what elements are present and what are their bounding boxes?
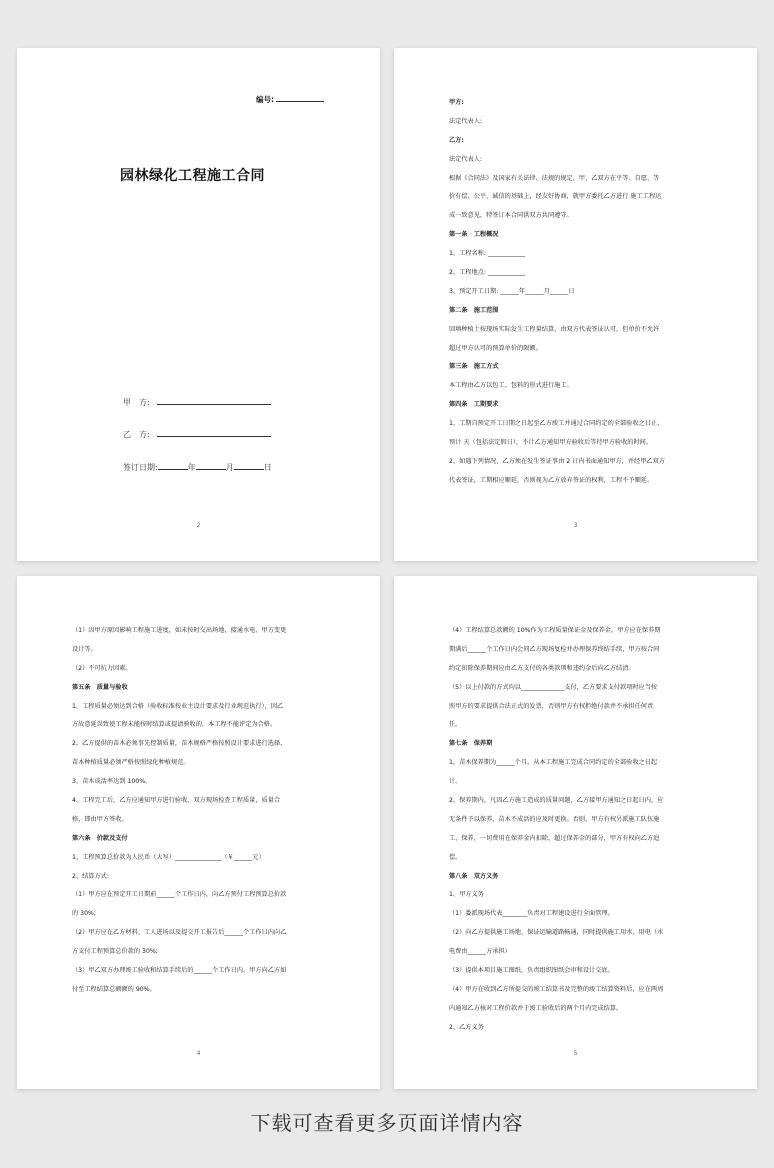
contract-page-5 bbox=[394, 576, 757, 1089]
text-line: 法定代表人: bbox=[449, 117, 483, 125]
section-heading: 乙方: bbox=[449, 136, 464, 144]
contract-title: 园林绿化工程施工合同 bbox=[120, 168, 265, 184]
text-line: 代表签证，工期相应顺延，否则视为乙方放弃签证的权利，工程不予顺延。 bbox=[449, 476, 654, 484]
sign-month-unit: 月 bbox=[225, 463, 234, 472]
section-heading: 第一条 工程概况 bbox=[449, 231, 499, 239]
text-line: 格，即由甲方签收。 bbox=[72, 815, 128, 823]
party-a-blank bbox=[157, 396, 271, 405]
text-line: 期满后______个工作日内会同乙方现场复检并办理保养终结手续，甲方按合同 bbox=[449, 645, 660, 653]
text-line: 成一致意见，特签订本合同供双方共同遵守。 bbox=[449, 212, 573, 220]
cover-page bbox=[17, 48, 380, 561]
download-more-prompt[interactable]: 下载可查看更多页面详情内容 bbox=[250, 1111, 524, 1135]
text-line: 任。 bbox=[449, 721, 462, 729]
section-heading: 第七条 保养期 bbox=[449, 740, 493, 748]
party-b-label: 乙 方: bbox=[123, 430, 150, 439]
section-heading: 第四条 工期要求 bbox=[449, 401, 499, 409]
text-line: 根据《合同法》及国家有关法律、法规的规定，甲、乙双方在平等、自愿、等 bbox=[449, 174, 660, 182]
text-line: （2）向乙方提供施工场地、保证运输道路畅通，同时提供施工用水、用电（水 bbox=[449, 929, 664, 937]
text-line: （1）甲方应在预定开工日期前______个工作日内，向乙方预付工程预算总价款 bbox=[72, 891, 287, 899]
text-line: 3、预定开工日期: ______年______月______日 bbox=[449, 287, 575, 295]
text-line: 2、保养期内，凡因乙方施工造成的质量问题，乙方接甲方通知之日起日内，应 bbox=[449, 797, 664, 805]
text-line: （1）委派现场代表________负责对工程建设进行全面管理。 bbox=[449, 910, 614, 918]
text-line: 照甲方的要求提供合法正式的发票，否则甲方有权拒绝付款并不承担任何责 bbox=[449, 702, 654, 710]
text-line: 超过甲方认可的预算单价的限额。 bbox=[449, 344, 542, 352]
text-line: 2、工程地点: ____________ bbox=[449, 269, 526, 277]
page-number: 2 bbox=[196, 522, 201, 529]
text-line: 内通知乙方核对工程价款并于竣工验收后的两个月内完成结算。 bbox=[449, 1004, 623, 1012]
text-line: 4、工程完工后，乙方应通知甲方进行验收，双方现场检查工程质量，质量合 bbox=[72, 797, 281, 805]
text-line: （5）以上付款的方式均以______________支付，乙方要求支付款项时应当按 bbox=[449, 683, 658, 691]
section-heading: 第八条 双方义务 bbox=[449, 872, 499, 880]
section-heading: 第二条 施工范围 bbox=[449, 306, 499, 314]
text-line: 2、如遇下列情况，乙方须在发生签证事由 2 日内书面通知甲方，并经甲乙双方 bbox=[449, 457, 665, 465]
page-3-content bbox=[449, 98, 705, 495]
party-b-blank bbox=[157, 428, 271, 437]
sign-date-label: 签订日期: bbox=[123, 463, 158, 472]
sign-year-unit: 年 bbox=[187, 463, 196, 472]
sign-day-unit: 日 bbox=[263, 463, 272, 472]
text-line: 付至工程结算总额额的 90%。 bbox=[72, 985, 156, 993]
sign-date-row bbox=[123, 461, 272, 473]
text-line: 回填种植土按现场实际发生工程量结算，由双方代表签证认可，但单价不允许 bbox=[449, 325, 660, 333]
text-line: 方故意延误致使工程未能按时结算或提请验收的，本工程不能评定为合格。 bbox=[72, 721, 277, 729]
page-5-content bbox=[449, 626, 705, 1042]
sign-year-blank bbox=[158, 461, 188, 470]
text-line: 2、乙方义务 bbox=[449, 1023, 484, 1031]
text-line: 设计等。 bbox=[72, 645, 97, 653]
party-a-label: 甲 方: bbox=[123, 398, 150, 407]
text-line: 2、结算方式: bbox=[72, 872, 109, 880]
text-line: 计。 bbox=[449, 778, 462, 786]
contract-page-4 bbox=[17, 576, 380, 1089]
text-line: 方支付工程预算总价款的 30%; bbox=[72, 948, 158, 956]
sign-month-blank bbox=[196, 461, 226, 470]
contract-number bbox=[256, 93, 324, 105]
page-number: 4 bbox=[196, 1050, 201, 1057]
text-line: 2、乙方提供的苗木必须事先控制质量，苗木规格严格按照设计要求进行选择， bbox=[72, 740, 287, 748]
text-line: （1）因甲方原因影响工程施工进度，如未按时交出场地、接通水电、甲方变更 bbox=[72, 627, 287, 634]
text-line: （4）甲方在收到乙方所提交的竣工结算书及完整的竣工结算资料后，应在两周 bbox=[449, 985, 664, 993]
text-line: （2）不可抗力因素。 bbox=[72, 664, 132, 672]
text-line: 预计 天（包括法定假日），不计乙方通知甲方验收后等待甲方验收的时间。 bbox=[449, 439, 653, 447]
page-number: 5 bbox=[573, 1050, 578, 1057]
party-b-row bbox=[123, 428, 271, 440]
section-heading: 第六条 价款及支付 bbox=[72, 834, 128, 842]
contract-number-label: 编号: bbox=[256, 95, 274, 104]
text-line: （4）工程结算总款额的 10%作为工程质量保证金及保养金，甲方应在保养期 bbox=[449, 627, 661, 634]
sign-day-blank bbox=[234, 461, 264, 470]
text-line: 法定代表人: bbox=[449, 155, 483, 163]
text-line: （2）甲方应在乙方材料、工人进场以及提交开工报告后______个工作日内向乙 bbox=[72, 929, 287, 937]
text-line: （3）甲乙双方办理竣工验收和结算手续后的______个工作日内，甲方向乙方如 bbox=[72, 967, 287, 975]
text-line: 1、工程预算总价款为人民币（大写）_______________（￥______元） bbox=[72, 853, 265, 861]
text-line: 苗木种植质量必须严格按照绿化种植规范。 bbox=[72, 759, 190, 767]
text-line: 本工程由乙方以包工、包料的形式进行施工。 bbox=[449, 382, 573, 390]
text-line: 偿。 bbox=[449, 853, 462, 861]
page-4-content bbox=[72, 626, 328, 1004]
section-heading: 第五条 质量与验收 bbox=[72, 683, 128, 691]
text-line: 1、甲方义务 bbox=[449, 891, 484, 899]
text-line: 1、工程名称: ____________ bbox=[449, 250, 526, 258]
section-heading: 第三条 施工方式 bbox=[449, 363, 499, 371]
contract-number-blank bbox=[276, 93, 324, 102]
contract-page-3 bbox=[394, 48, 757, 561]
text-line: 1、苗木保养期为______个月，从本工程施工完成合同约定的全部验收之日起 bbox=[449, 759, 658, 767]
section-heading: 甲方: bbox=[449, 99, 464, 106]
text-line: 1、工期自预定开工日期之日起至乙方竣工并通过合同约定的全部验收之日止， bbox=[449, 420, 664, 428]
text-line: 无条件予以保养，苗木不成活的应及时更换。否则，甲方有权另派施工队伍施 bbox=[449, 815, 660, 823]
party-a-row bbox=[123, 396, 271, 408]
text-line: 价有偿、公平、诚信的基础上，经友好协商，就甲方委托乙方进行 施工工程达 bbox=[449, 193, 662, 201]
text-line: 1、工程质量必须达到合格（验收标准按业主设计要求及行业规范执行），因乙 bbox=[72, 702, 284, 710]
text-line: （3）提供本项目施工图纸，负责组织图纸会审和设计交底。 bbox=[449, 967, 614, 975]
text-line: 的 30%; bbox=[72, 910, 96, 918]
text-line: 3、苗木成活率达到 100%。 bbox=[72, 778, 152, 786]
page-number: 3 bbox=[573, 522, 578, 529]
text-line: 约定扣除保养期间应由乙方支付的各类款项和违约金后向乙方结清。 bbox=[449, 664, 635, 672]
text-line: 工、保养，一切费用在保养金内扣除，超过保养金的部分，甲方有权向乙方追 bbox=[449, 834, 660, 842]
text-line: 电费由______方承担） bbox=[449, 948, 511, 956]
